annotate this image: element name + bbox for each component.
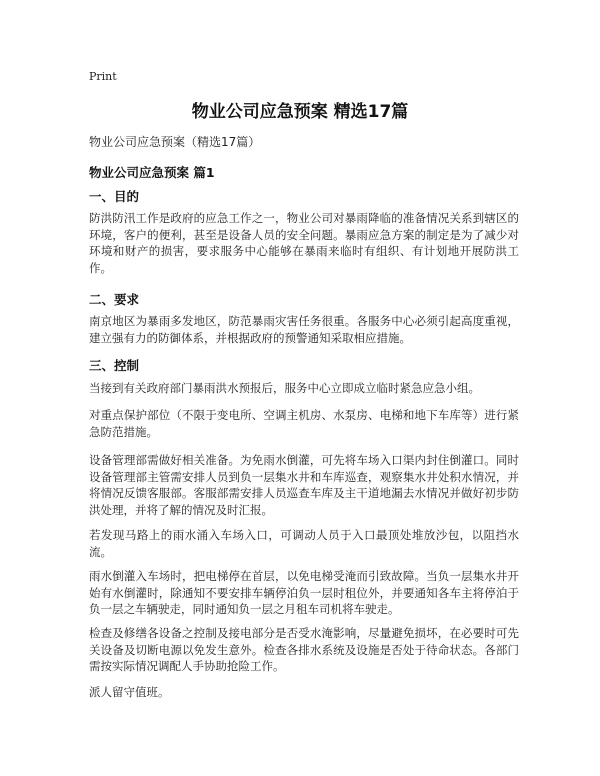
- page-title: 物业公司应急预案 精选17篇: [191, 102, 409, 122]
- paragraph-purpose: 防洪防汛工作是政府的应急工作之一，物业公司对暴雨降临的准备情况关系到辖区的环境，客户的便利，甚至是设备人员的安全问题。暴雨应急方案的制定是为了减少对环境和财产的损害，要求服务中心能够在暴雨来临时有组织、有计划地开展防洪工作。: [89, 211, 519, 275]
- paragraph-control-5: 雨水倒灌入车场时，把电梯停在首层，以免电梯受淹而引致故障。当负一层集水井开始有水倒灌时，除通知不要安排车辆停泊负一层时租位外，并要通知各车主将停泊于负一层之车辆驶走，同时通知负一层之月租车司机将车驶走。: [89, 569, 519, 616]
- paragraph-control-3: 设备管理部需做好相关准备。为免雨水倒灌，可先将车场入口渠内封住倒灌口。同时设备管理部主管需安排人员到负一层集水井和车库巡查，观察集水井处积水情况，并将情况反馈客服部。客服部需安排人员巡查车库及主干道地漏去水情况并做好初步防洪处理，并将了解的情况及时汇报。: [89, 453, 519, 517]
- section-title: 物业公司应急预案 篇1: [89, 165, 215, 180]
- paragraph-requirements: 南京地区为暴雨多发地区，防范暴雨灾害任务很重。各服务中心必须引起高度重视，建立强有力的防御体系，并根据政府的预警通知采取相应措施。: [89, 314, 519, 345]
- paragraph-control-7: 派人留守值班。: [89, 685, 170, 699]
- heading-purpose: 一、目的: [89, 189, 140, 204]
- paragraph-control-2: 对重点保护部位（不限于变电所、空调主机房、水泵房、电梯和地下车库等）进行紧急防范措施。: [89, 408, 519, 439]
- heading-control: 三、控制: [89, 358, 140, 373]
- paragraph-control-1: 当接到有关政府部门暴雨洪水预报后，服务中心立即成立临时紧急应急小组。: [89, 381, 480, 395]
- paragraph-control-4: 若发现马路上的雨水涌入车场入口，可调动人员于入口最顶处堆放沙包，以阻挡水流。: [89, 528, 519, 559]
- print-label: Print: [89, 70, 117, 83]
- paragraph-control-6: 检查及修缮各设备之控制及接电部分是否受水淹影响，尽量避免损坏，在必要时可先关设备及切断电源以免发生意外。检查各排水系统及设施是否处于待命状态。各部门需按实际情况调配人手协助抢险工作。: [89, 626, 519, 673]
- heading-requirements: 二、要求: [89, 292, 140, 307]
- document-subtitle: 物业公司应急预案（精选17篇）: [89, 135, 261, 149]
